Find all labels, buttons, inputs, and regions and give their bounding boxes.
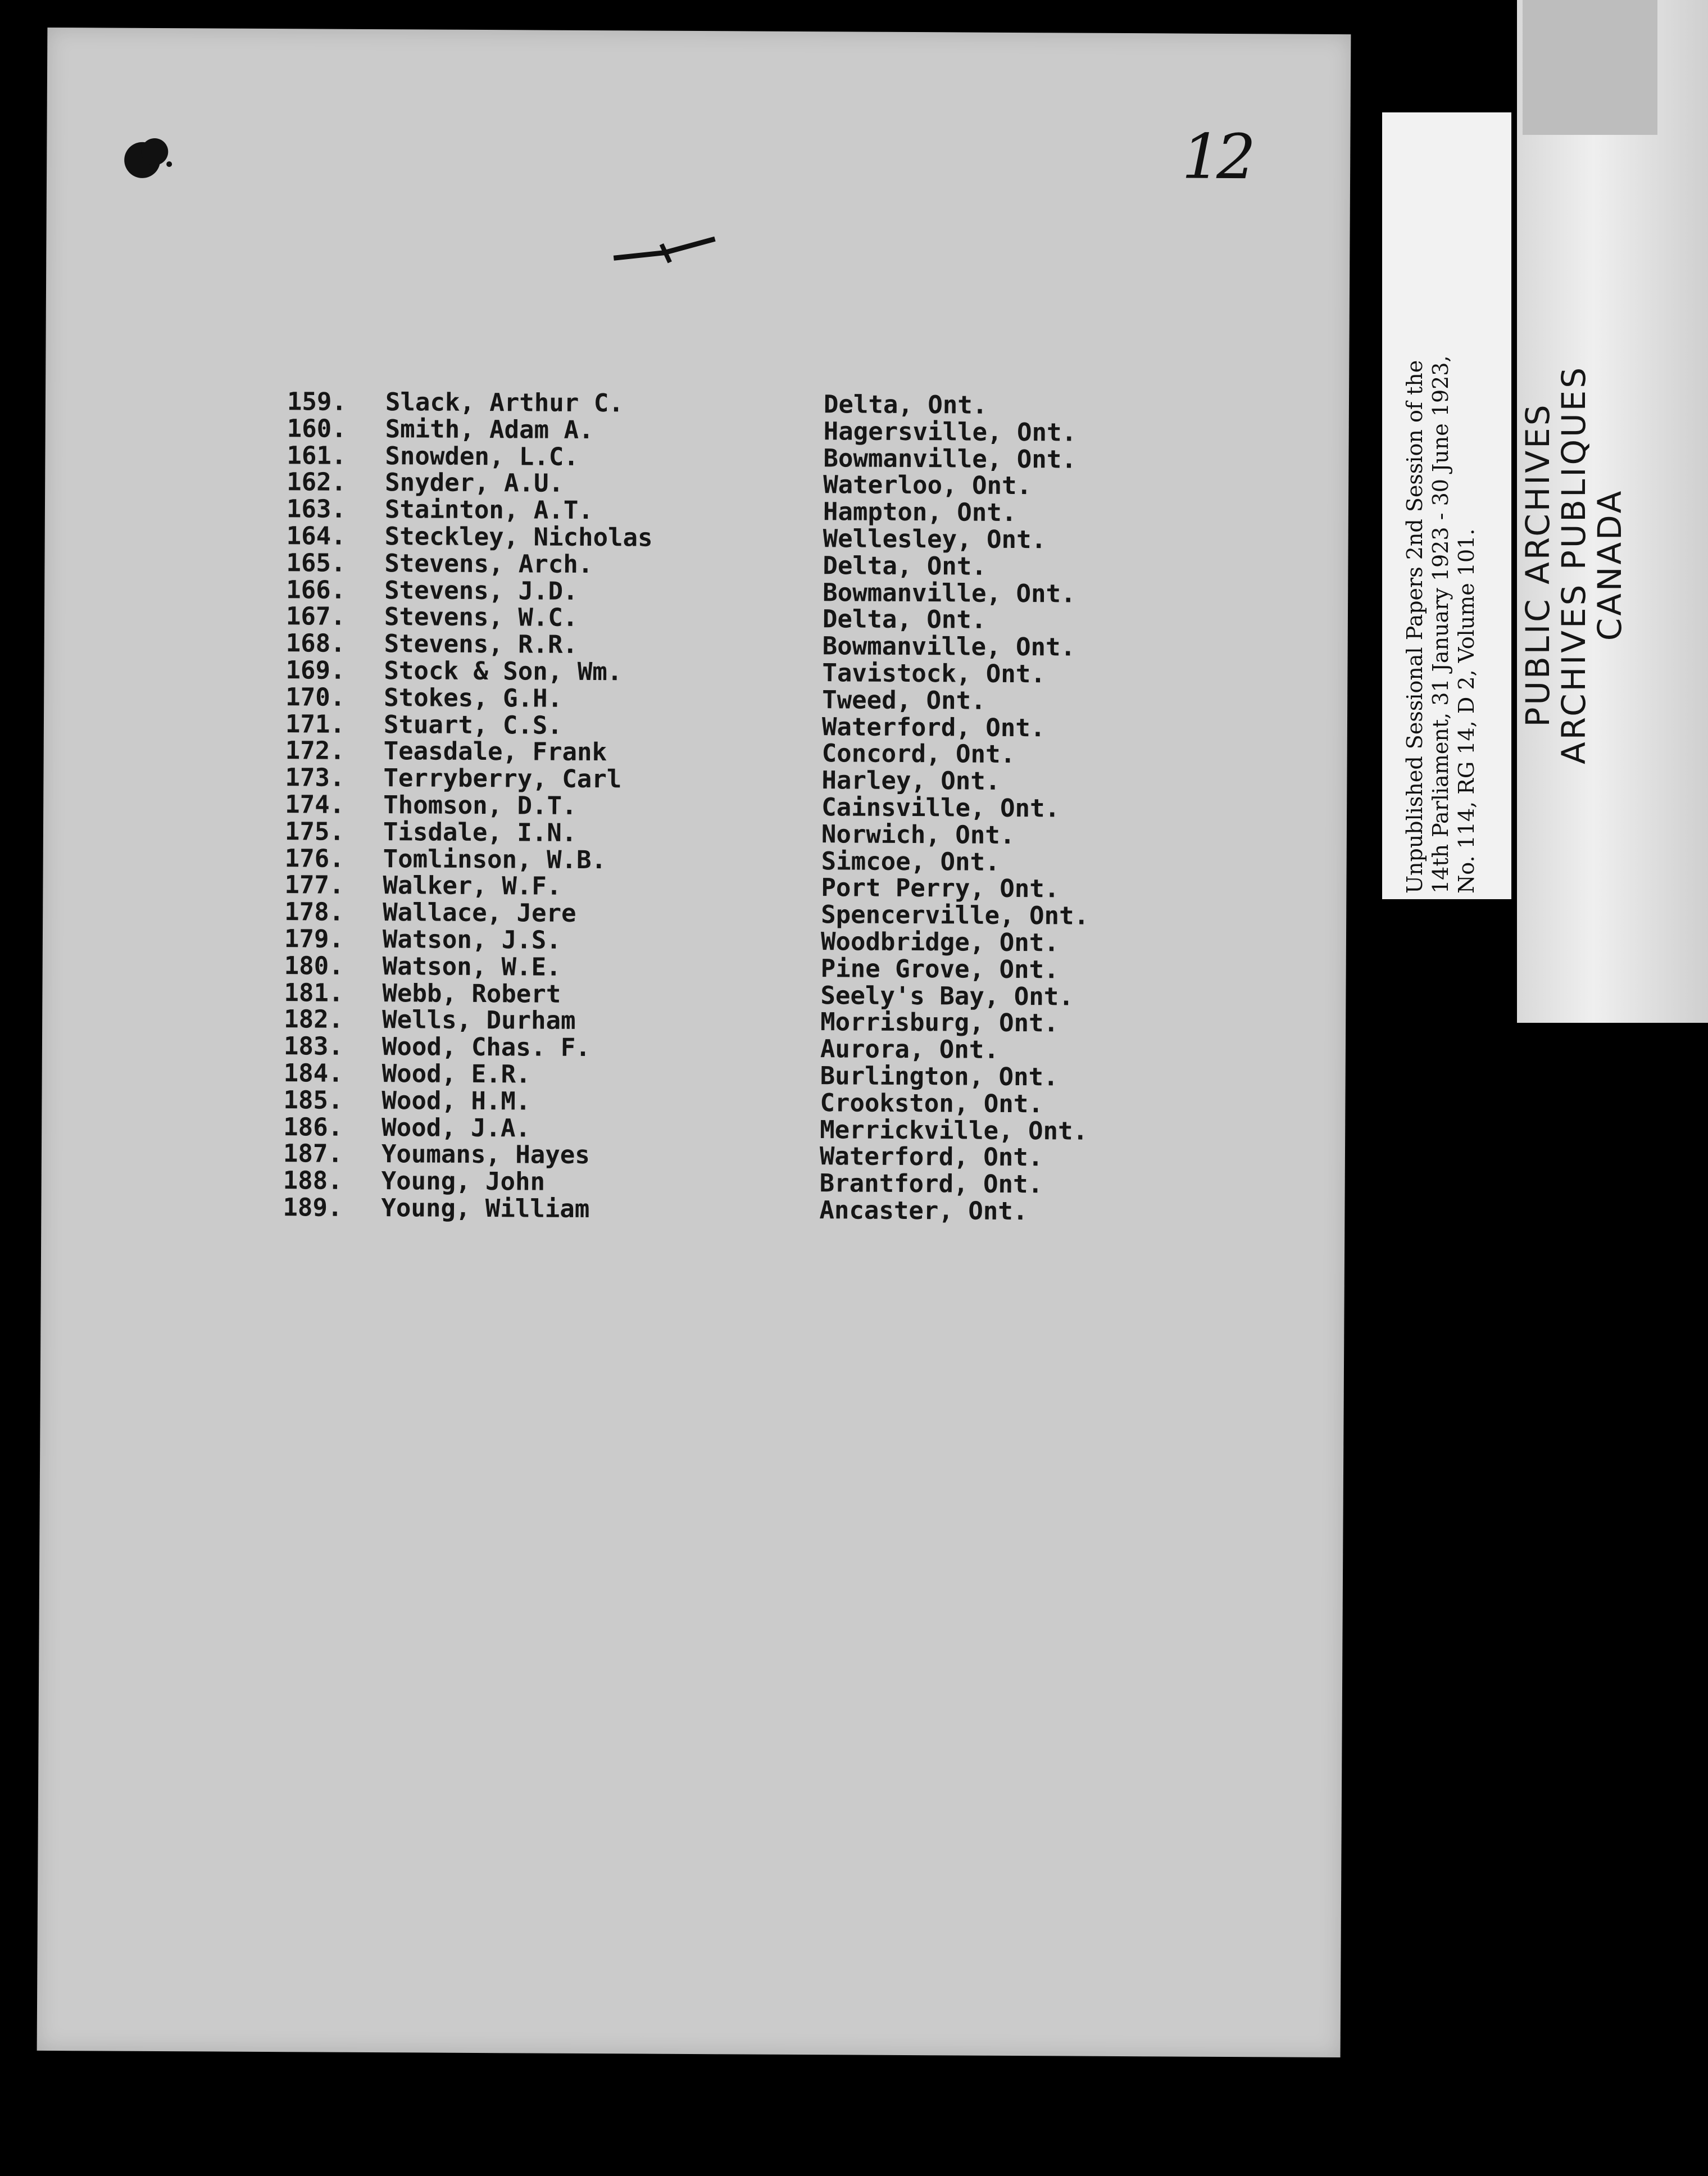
entry-place: Brantford, Ont. (819, 1169, 1043, 1199)
entry-number: 173. (285, 763, 345, 792)
entry-number: 174. (285, 790, 345, 819)
entry-name: Stevens, W.C. (384, 602, 578, 633)
entry-name: Stevens, J.D. (384, 575, 578, 606)
entry-number: 188. (283, 1166, 343, 1195)
entry-number: 186. (283, 1112, 343, 1142)
archive-stamp-line: PUBLIC ARCHIVES (1519, 402, 1557, 727)
entry-name: Teasdale, Frank (383, 737, 607, 767)
entry-name: Young, John (381, 1167, 546, 1196)
entry-name: Tisdale, I.N. (383, 817, 577, 847)
entry-name: Smith, Adam A. (385, 414, 594, 445)
entry-number: 162. (287, 468, 347, 497)
entry-number: 175. (284, 817, 345, 846)
entry-number: 161. (287, 441, 347, 470)
entry-name: Watson, J.S. (382, 925, 561, 955)
entry-place: Spencerville, Ont. (821, 900, 1089, 931)
entry-place: Aurora, Ont. (820, 1035, 999, 1064)
entry-number: 165. (286, 548, 346, 578)
entry-number: 163. (286, 495, 347, 524)
entry-number: 171. (285, 709, 346, 739)
entry-name: Thomson, D.T. (383, 791, 577, 820)
archive-stamp-line: ARCHIVES PUBLIQUES (1555, 365, 1593, 764)
entry-place: Concord, Ont. (821, 739, 1016, 769)
entry-name: Webb, Robert (382, 978, 561, 1009)
ink-blot-mark (120, 129, 176, 186)
entry-place: Wellesley, Ont. (823, 524, 1047, 555)
entry-place: Waterford, Ont. (819, 1142, 1043, 1172)
entry-number: 189. (283, 1193, 343, 1222)
entry-name: Stevens, R.R. (384, 629, 578, 660)
entry-place: Crookston, Ont. (820, 1088, 1043, 1118)
entry-place: Cainsville, Ont. (821, 793, 1060, 823)
entry-number: 182. (284, 1005, 344, 1035)
entry-number: 181. (284, 978, 344, 1008)
entry-name: Stokes, G.H. (384, 683, 563, 713)
page-number: 12 (1181, 120, 1252, 193)
entry-name: Stainton, A.T. (384, 495, 593, 525)
entry-name: Snyder, A.U. (385, 468, 564, 498)
entry-place: Burlington, Ont. (820, 1062, 1059, 1092)
entry-place: Hagersville, Ont. (823, 416, 1077, 447)
entry-name: Steckley, Nicholas (384, 522, 653, 552)
entry-name: Wood, H.M. (381, 1086, 531, 1116)
entry-name: Slack, Arthur C. (385, 388, 624, 418)
entry-number: 179. (284, 924, 344, 954)
entry-number: 168. (285, 629, 346, 658)
entry-place: Morrisburg, Ont. (820, 1008, 1059, 1038)
entry-name: Tomlinson, W.B. (383, 844, 607, 874)
entry-place: Harley, Ont. (821, 766, 1001, 796)
entry-number: 180. (284, 951, 344, 981)
entry-place: Waterloo, Ont. (823, 470, 1032, 501)
entry-number: 177. (284, 871, 344, 900)
check-mark (608, 227, 720, 278)
entry-number: 187. (283, 1139, 343, 1169)
archival-note-line: No. 114, RG 14, D 2, Volume 101. (1454, 528, 1479, 894)
label-tab (1523, 0, 1657, 135)
entry-place: Hampton, Ont. (823, 497, 1017, 528)
entry-number: 183. (283, 1032, 344, 1061)
entry-number: 167. (285, 602, 346, 632)
entry-name: Stock & Son, Wm. (384, 656, 623, 687)
entry-name: Walker, W.F. (383, 871, 562, 901)
entry-place: Delta, Ont. (822, 605, 987, 635)
entry-place: Norwich, Ont. (821, 819, 1015, 850)
entry-place: Ancaster, Ont. (819, 1196, 1028, 1226)
entry-name: Watson, W.E. (382, 951, 561, 982)
entry-number: 159. (287, 387, 347, 416)
entry-place: Bowmanville, Ont. (822, 632, 1076, 662)
entry-name: Wood, E.R. (381, 1059, 531, 1089)
archive-stamp (1520, 365, 1628, 764)
entry-place: Bowmanville, Ont. (823, 443, 1076, 474)
entry-number: 160. (287, 414, 347, 443)
entry-place: Waterford, Ont. (821, 712, 1046, 742)
entry-place: Seely's Bay, Ont. (820, 981, 1074, 1012)
entry-list (283, 387, 1089, 1226)
entry-name: Stuart, C.S. (383, 710, 562, 740)
entry-number: 166. (286, 575, 346, 605)
archival-note-line: 14th Parliament, 31 January 1923 - 30 June 1923, (1428, 355, 1453, 894)
entry-place: Bowmanville, Ont. (823, 578, 1076, 609)
entry-number: 164. (286, 522, 346, 551)
entry-number: 184. (283, 1059, 343, 1088)
entry-number: 176. (284, 844, 344, 873)
entry-name: Young, William (381, 1193, 590, 1223)
archival-note-line: Unpublished Sessional Papers 2nd Session of the (1402, 360, 1427, 894)
entry-place: Pine Grove, Ont. (820, 954, 1059, 985)
entry-place: Delta, Ont. (823, 551, 987, 581)
entry-number: 170. (285, 682, 346, 712)
entry-number: 172. (285, 736, 345, 766)
entry-name: Terryberry, Carl (383, 764, 622, 794)
entry-place: Merrickville, Ont. (820, 1115, 1088, 1146)
entry-name: Wallace, Jere (383, 898, 576, 928)
entry-place: Simcoe, Ont. (821, 846, 1000, 877)
entry-place: Port Perry, Ont. (821, 873, 1060, 904)
entry-number: 169. (285, 656, 346, 685)
entry-name: Wells, Durham (382, 1005, 576, 1036)
entry-name: Wood, J.A. (381, 1113, 531, 1143)
entry-name: Wood, Chas. F. (381, 1032, 590, 1063)
entry-number: 178. (284, 897, 344, 927)
entry-place: Tavistock, Ont. (822, 659, 1046, 689)
archive-stamp-line: CANADA (1591, 488, 1629, 641)
entry-name: Youmans, Hayes (381, 1140, 590, 1170)
entry-name: Stevens, Arch. (384, 548, 593, 579)
entry-place: Woodbridge, Ont. (820, 927, 1059, 958)
entry-place: Delta, Ont. (823, 390, 988, 420)
entry-name: Snowden, L.C. (385, 441, 579, 472)
document-page (37, 28, 1351, 2057)
entry-number: 185. (283, 1085, 343, 1115)
entry-place: Tweed, Ont. (822, 685, 986, 715)
archival-source-note (1402, 355, 1479, 894)
